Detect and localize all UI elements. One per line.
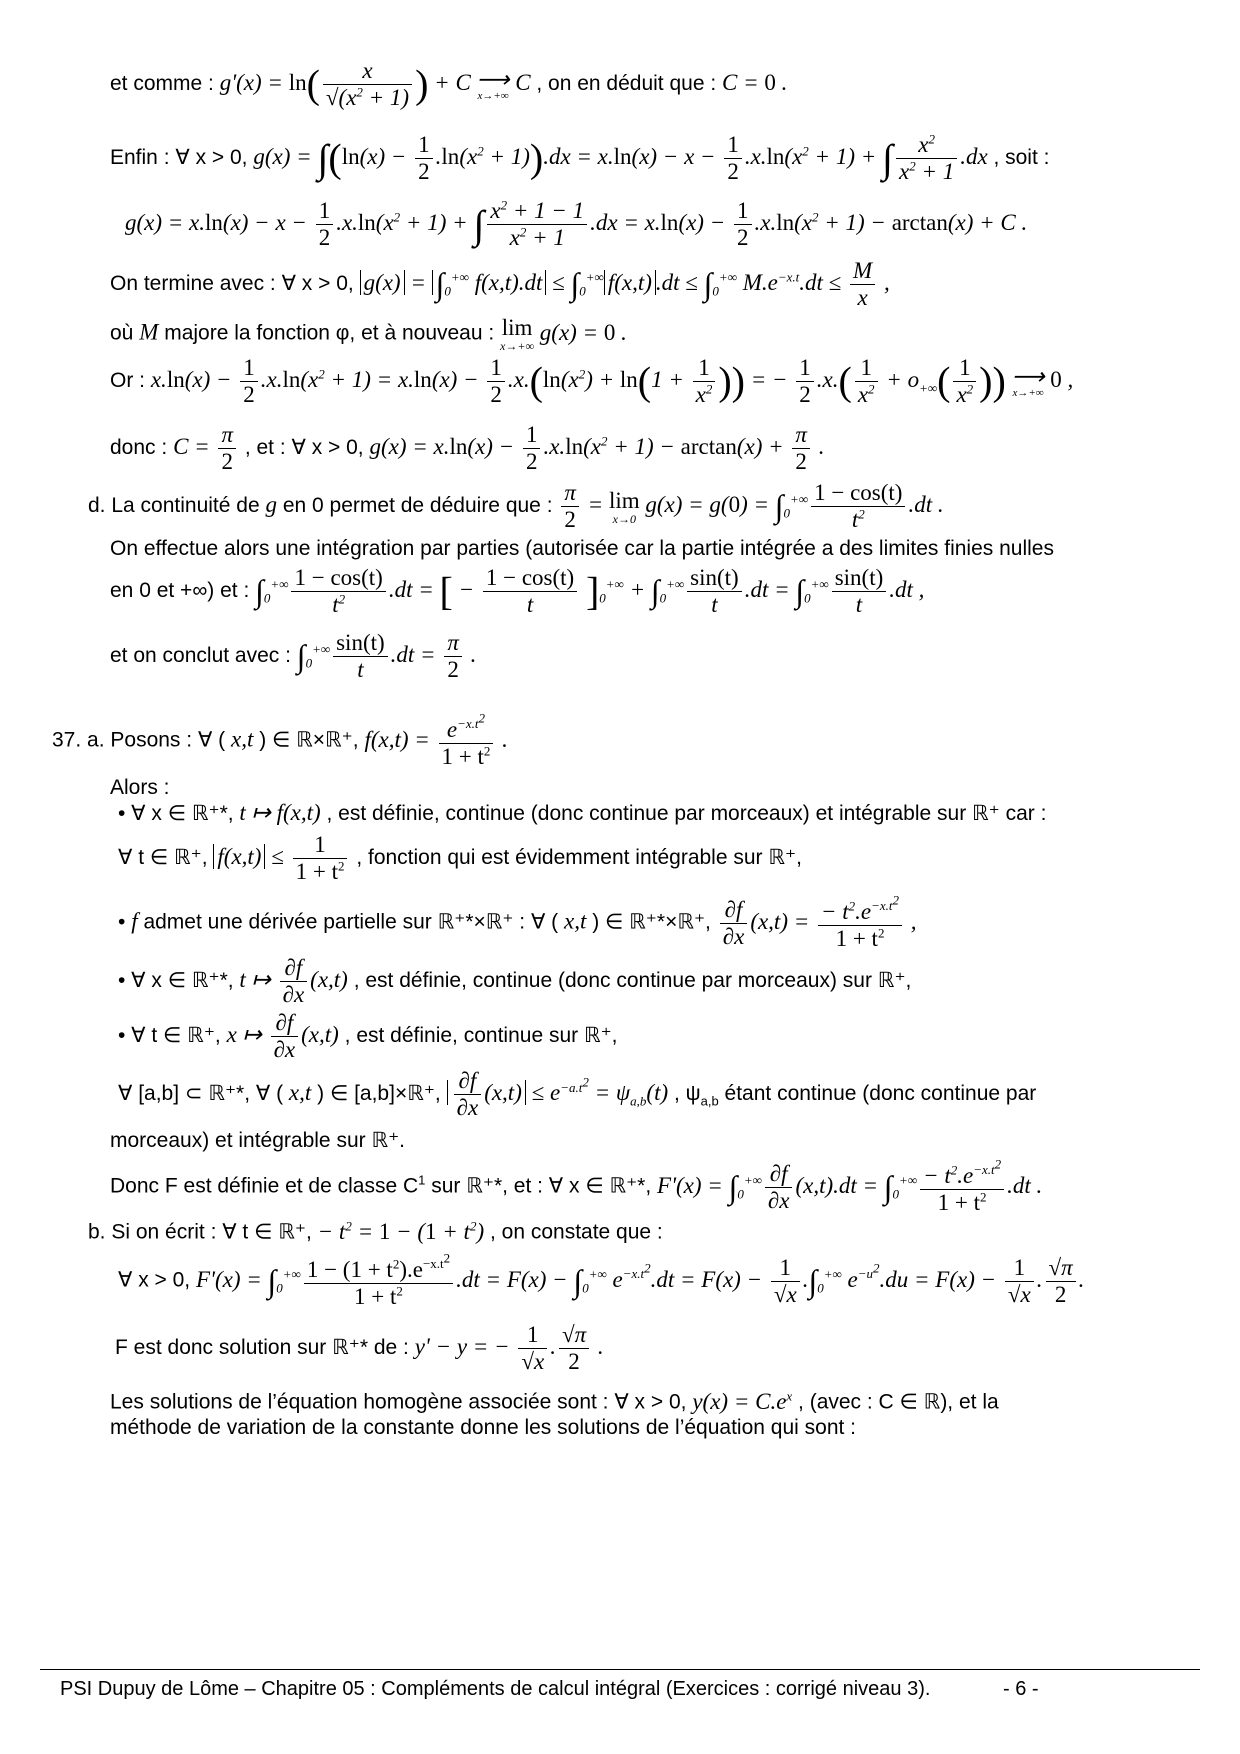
text: • ∀ t ∈ ℝ⁺, — [118, 1024, 221, 1048]
text: majore la fonction φ, et à nouveau : — [164, 321, 495, 345]
math: y' − y = − $\frac{1}{√x}$ . $\frac{√\pi}{2}$ . — [414, 1322, 604, 1375]
text: sur ℝ⁺*, et : ∀ x ∈ ℝ⁺*, — [425, 1174, 652, 1198]
text: Posons : ∀ ( — [110, 728, 226, 752]
line-3 — [125, 198, 1027, 252]
line-bb3 — [115, 1322, 604, 1376]
line-2 — [110, 132, 1049, 186]
line-alors — [110, 776, 170, 800]
math: $y(x) = C.e^x$ — [692, 1388, 793, 1414]
text: ) ∈ ℝ×ℝ⁺, — [259, 728, 359, 752]
text: , (avec : C ∈ ℝ), et la — [798, 1390, 999, 1414]
text: morceaux) et intégrable sur ℝ⁺. — [110, 1129, 406, 1152]
text: méthode de variation de la constante donne les solutions de l’équation qui sont : — [110, 1416, 857, 1439]
math: g(x) = x.ln(x) − $\frac{1}{2}$ $.x.\ln(x^2 + 1) - \arctan(x)$ + $\frac{\pi}{2}$ . — [369, 422, 825, 475]
line-b1c — [118, 832, 802, 886]
line-d4 — [110, 630, 476, 684]
line-bb1 — [88, 1218, 663, 1245]
math: C = 0 . — [722, 70, 788, 96]
text: • ∀ x ∈ ℝ⁺*, — [118, 969, 234, 993]
text: On termine avec : ∀ x > 0, — [110, 272, 354, 296]
text: F est donc solution sur ℝ⁺* de : — [115, 1336, 409, 1360]
text: ∀ x > 0, — [118, 1268, 191, 1292]
text: , est définie, continue (donc continue par morceaux) sur ℝ⁺, — [353, 969, 912, 993]
math: f — [131, 908, 138, 934]
math: x,t — [564, 908, 587, 934]
line-7 — [110, 422, 824, 476]
math: − $t^2 = 1 - (1 + t^2)$ — [317, 1218, 485, 1244]
text: ∀ [a,b] ⊂ ℝ⁺*, ∀ ( — [118, 1082, 284, 1106]
text: donc : — [110, 436, 168, 460]
math: g(x) = x.ln(x) − x − $\frac{1}{2}$ $.x.\ln(x^2 + 1)$ + ∫ $\frac{x^2 + 1 - 1}{x^2 + 1}$ .dx = x.ln(x) − $\frac{1}{2}$ $.x.\ln(x^2 + 1) - \arctan(x) + C$ . — [125, 197, 1028, 251]
math: f(x,t) = $\frac{e^{-x.t^2}}{1 + t^2}$ . — [364, 711, 508, 770]
text: On effectue alors une intégration par parties (autorisée car la partie intégrée a des limites finies nulles — [110, 537, 1054, 560]
line-b7 — [110, 1158, 1042, 1217]
text: en 0 et +∞) et : — [110, 579, 250, 603]
text: Alors : — [110, 776, 170, 799]
math: x,t — [288, 1080, 312, 1106]
line-b2 — [118, 894, 917, 953]
line-b1 — [118, 800, 1046, 826]
math: f(x,t) ≤ $\frac{1}{1 + t^2}$ — [213, 844, 350, 869]
text: , soit : — [993, 146, 1050, 170]
math: lim x→+∞ g(x) = 0 . — [500, 315, 627, 354]
math: x.ln(x) − $\frac{1}{2}$ $.x.\ln(x^2 + 1) = x.\ln(x)$ − $\frac{1}{2}$ $.x.(\ln(x^2) + \ln(1$ + $\frac{1}{x^2}$ )) = − $\frac{1}{2}$ .x.( $\frac{1}{x^2}$ + $o_{+\infty}$( $\frac{1}{x^2}$ )) ⟶ x→+∞ 0 , — [150, 355, 1074, 408]
text: , on constate que : — [489, 1220, 663, 1244]
text: où — [110, 321, 134, 345]
math: $\frac{\partial f}{\partial x}$ $(x,t) \le e^{-a.t^2} = \psi_{a,b}(t)$ — [447, 1080, 669, 1105]
math: $F'(x) = \int_0^{+\infty}$ $\frac{1 - (1 + t^2).e^{-x.t^2}}{1 + t^2}$ $.dt = F(x) - \int_0^{+\infty}$ $e^{-x.t^2}.dt = F(x)$ − $\frac{1}{√x}$ $.\int_0^{+\infty}$ $e^{-u^2}.du = F(x)$ − $\frac{1}{√x}$ . $\frac{√\pi}{2}$ . — [196, 1251, 1085, 1310]
footer-rule — [40, 1669, 1200, 1670]
math: g(x) = ∫(ln(x) − $\frac{1}{2}$ $.\ln(x^2 + 1)).dx = x.\ln(x) - x$ − $\frac{1}{2}$ $.x.\ln(x^2 + 1)$ + ∫ $\frac{x^2}{x^2 + 1}$ .dx — [253, 131, 994, 185]
line-5 — [110, 315, 627, 353]
text: admet une dérivée partielle sur ℝ⁺*×ℝ⁺ : ∀ ( — [143, 910, 559, 934]
text: , et : ∀ x > 0, — [244, 436, 364, 460]
line-4 — [110, 258, 890, 312]
text: , fonction qui est évidemment intégrable sur ℝ⁺, — [356, 846, 802, 870]
text: Les solutions de l’équation homogène associée sont : ∀ x > 0, — [110, 1390, 687, 1414]
math: $\int_0^{+\infty}$ $\frac{1 - \cos(t)}{t^2}$ .dt = [ − $\frac{1 - \cos(t)}{t}$ ]$_0^{+\infty} + \int_0^{+\infty}$ $\frac{\sin(t)}{t}$ $.dt = \int_0^{+\infty}$ $\frac{\sin(t)}{t}$ .dt , — [255, 565, 925, 618]
line-b4 — [118, 1010, 618, 1064]
text: a,b — [700, 1093, 719, 1109]
text: • ∀ x ∈ ℝ⁺*, — [118, 802, 234, 825]
math: C = $\frac{\pi}{2}$ — [173, 434, 239, 459]
text: Or : — [110, 369, 145, 393]
math: x ↦ $\frac{\partial f}{\partial x}$ (x,t) — [226, 1010, 339, 1063]
line-bb4 — [110, 1388, 999, 1415]
line-d3 — [110, 565, 924, 619]
text: ∀ t ∈ ℝ⁺, — [118, 846, 208, 870]
text: , est définie, continue sur ℝ⁺, — [344, 1024, 618, 1048]
math: x,t — [230, 726, 254, 752]
text: , on en déduit que : — [536, 72, 717, 96]
math: $\frac{\partial f}{\partial x}$ (x,t) = $\frac{- t^2.e^{-x.t^2}}{1 + t^2}$ , — [717, 909, 917, 934]
line-d — [88, 480, 944, 534]
item-label: d. — [88, 494, 106, 518]
line-b3 — [118, 955, 911, 1009]
math: t ↦ f(x,t) — [239, 800, 321, 825]
math: $F'(x) = \int_0^{+\infty}$ $\frac{\partial f}{\partial x}$ $(x,t).dt = \int_0^{+\infty}$ $\frac{- t^2.e^{-x.t^2}}{1 + t^2}$ .dt . — [657, 1157, 1043, 1216]
math: g'(x) = ln( $\frac{x}{√(x^2 + 1)}$ ) + C ⟶ x→+∞ C — [219, 58, 537, 111]
math: $\frac{\pi}{2}$ = lim x→0 $g(x) = g(0) = \int_0^{+\infty}$ $\frac{1 - \cos(t)}{t^2}$ .dt . — [558, 492, 943, 517]
text: La continuité de — [111, 494, 260, 518]
text: et comme : — [110, 72, 214, 96]
item-label: 37. a. — [52, 728, 105, 752]
footer-title: PSI Dupuy de Lôme – Chapitre 05 : Compléments de calcul intégral (Exercices : corrigé niveau 3). — [60, 1678, 931, 1700]
line-37a — [52, 712, 508, 771]
line-bb5 — [110, 1416, 856, 1440]
text: Donc F est définie et de classe C — [110, 1174, 419, 1198]
math: $\int_0^{+\infty}$ $\frac{\sin(t)}{t}$ .dt = $\frac{\pi}{2}$ . — [296, 630, 477, 683]
math: t ↦ $\frac{\partial f}{\partial x}$ (x,t) — [239, 955, 348, 1008]
line-6 — [110, 355, 1073, 409]
text: 1 — [418, 1172, 426, 1188]
text: Si on écrit : ∀ t ∈ ℝ⁺, — [111, 1220, 312, 1244]
line-d2 — [110, 537, 1054, 561]
line-b6 — [110, 1128, 405, 1153]
text: , est définie, continue (donc continue par morceaux) et intégrable sur ℝ⁺ car : — [326, 802, 1047, 825]
page-number: - 6 - — [1003, 1678, 1039, 1700]
line-1 — [110, 58, 787, 112]
text: en 0 permet de déduire que : — [282, 494, 553, 518]
item-label: b. — [88, 1220, 106, 1244]
text: ) ∈ ℝ⁺*×ℝ⁺, — [592, 910, 711, 934]
text: , ψ — [673, 1082, 701, 1106]
text: • — [118, 910, 126, 934]
math: M — [139, 319, 159, 345]
line-bb2 — [118, 1252, 1084, 1311]
math: g — [265, 492, 277, 518]
line-b5 — [118, 1068, 1036, 1122]
text: étant continue (donc continue par — [718, 1082, 1037, 1106]
text: ) ∈ [a,b]×ℝ⁺, — [317, 1082, 441, 1106]
text: Enfin : ∀ x > 0, — [110, 146, 248, 170]
math: $g(x) = \int_0^{+\infty}$ $f(x,t).dt \le \int_0^{+\infty}$ f(x,t) $.dt \le \int_0^{+\infty}$ $M.e^{-x.t}.dt$ ≤ $\frac{M}{x}$ , — [360, 270, 890, 295]
text: et on conclut avec : — [110, 644, 291, 668]
